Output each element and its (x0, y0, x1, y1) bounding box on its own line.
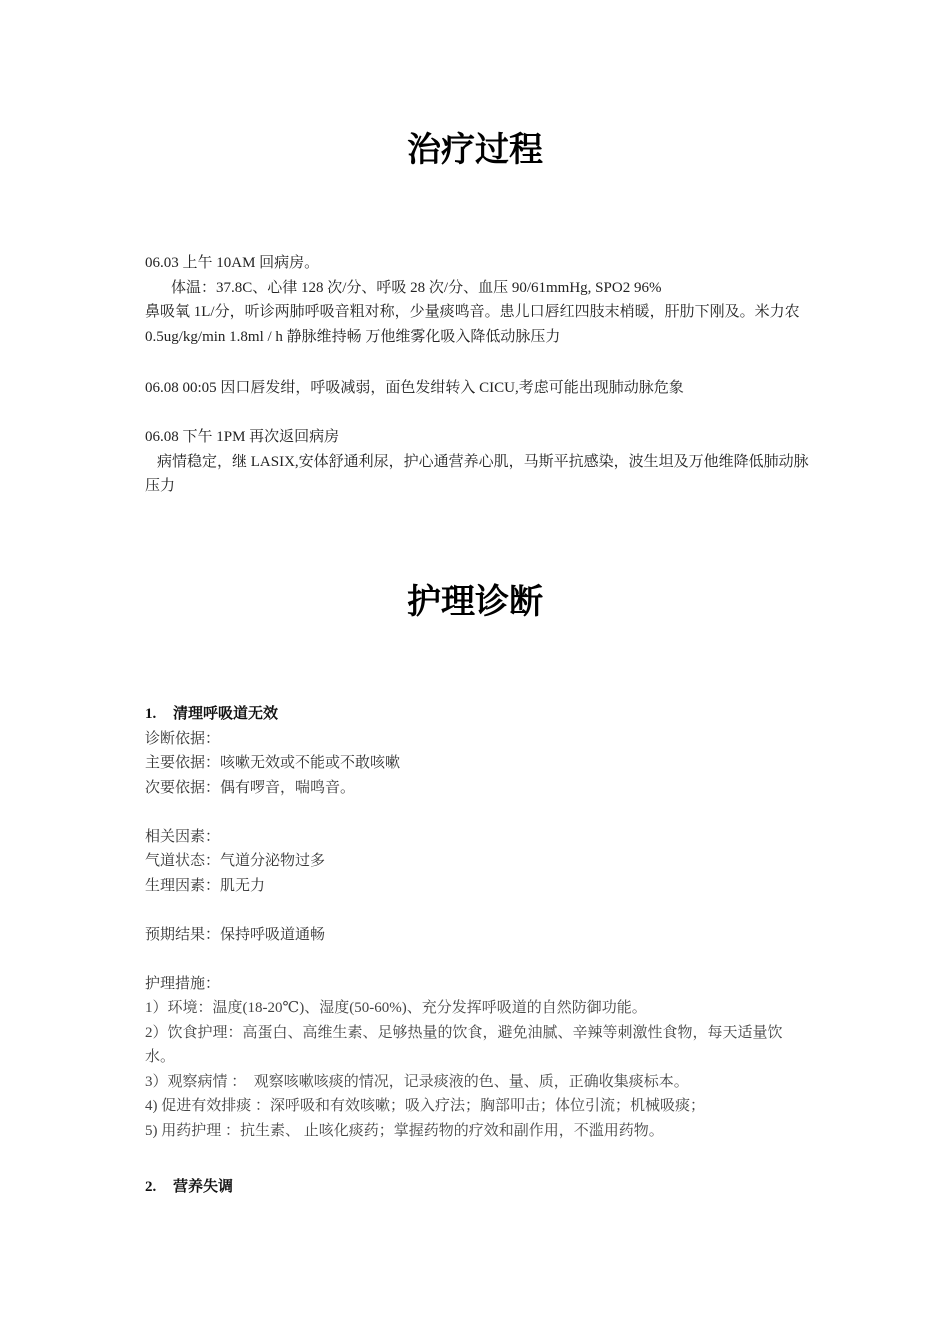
measure-item: 4) 促进有效排痰 ：深呼吸和有效咳嗽；吸入疗法；胸部叩击；体位引流；机械吸痰； (145, 1098, 705, 1114)
diagnosis-name: 营养失调 (173, 1179, 234, 1195)
diagnosis-heading (145, 702, 810, 727)
diagnosis-number: 1. (145, 706, 157, 722)
main-basis: 主要依据：咳嗽无效或不能或不敢咳嗽 (145, 755, 401, 771)
factors-label: 相关因素： (145, 828, 221, 845)
treatment-line: 鼻吸氧 1L/分，听诊两肺呼吸音粗对称，少量痰鸣音。患儿口唇红四肢末梢暖，肝肋下刚及。米力农 0.5ug/kg/min 1.8ml / h 静脉维持畅 万他维雾化吸入降低动脉压力 (145, 304, 804, 345)
treatment-entry-0608-return (145, 425, 810, 499)
treatment-entry-0603 (145, 251, 810, 349)
treatment-line: 06.03 上午 10AM 回病房。 (145, 255, 320, 271)
diagnosis-name: 清理呼吸道无效 (173, 706, 279, 722)
measure-item: 3）观察病情 ： 观察咳嗽咳痰的情况，记录痰液的色、量、质，正确收集痰标本。 (145, 1073, 689, 1090)
treatment-line: 病情稳定，继 LASIX,安体舒通利尿，护心通营养心肌，马斯平抗感染，波生坦及万他维降低肺动脉压力 (145, 453, 809, 494)
treatment-entry-0608-cicu (145, 376, 810, 401)
measures-label: 护理措施： (145, 975, 221, 992)
treatment-line: 体温：37.8C、心律 128 次/分、呼吸 28 次/分、血压 90/61mmHg, SPO2 96% (171, 279, 662, 296)
treatment-line: 06.08 00:05 因口唇发绀，呼吸减弱，面色发绀转入 CICU,考虑可能出现肺动脉危象 (145, 380, 684, 396)
diagnosis-2-heading (145, 1175, 233, 1200)
measure-item: 5) 用药护理 ：抗生素、 止咳化痰药；掌握药物的疗效和副作用，不滥用药物。 (145, 1122, 664, 1139)
spacer (145, 800, 810, 825)
treatment-title: 治疗过程 (407, 130, 543, 170)
secondary-basis: 次要依据：偶有啰音，喘鸣音。 (145, 779, 356, 796)
spacer (145, 898, 810, 923)
physio-factor: 生理因素：肌无力 (145, 877, 266, 894)
measure-item: 2）饮食护理：高蛋白、高维生素、足够热量的饮食，避免油腻、辛辣等刺激性食物，每天适量饮水。 (145, 1024, 783, 1065)
expected-result: 预期结果：保持呼吸道通畅 (145, 926, 326, 943)
spacer (145, 947, 810, 972)
nursing-diagnosis-1 (145, 702, 810, 1143)
treatment-line: 06.08 下午 1PM 再次返回病房 (145, 429, 340, 445)
basis-label: 诊断依据： (145, 730, 221, 747)
airway-factor: 气道状态：气道分泌物过多 (145, 853, 326, 869)
measure-item: 1）环境：温度(18-20℃)、湿度(50-60%)、充分发挥呼吸道的自然防御功能。 (145, 1000, 647, 1016)
diagnosis-number: 2. (145, 1179, 157, 1195)
nursing-title: 护理诊断 (407, 582, 543, 622)
